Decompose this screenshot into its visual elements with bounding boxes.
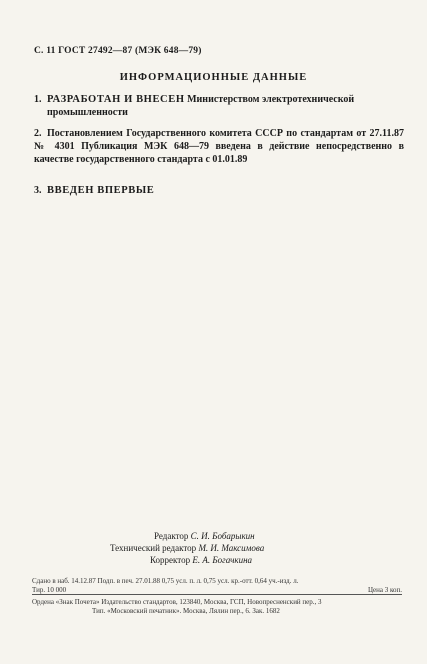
divider-rule xyxy=(32,594,402,595)
item-text: Постановлением Государственного комитета СССР по стандартам от 27.11.87 № 4301 Публикация МЭК 648—79 введена в действие непосредственно в качестве государственного стандарта с 01.01.89 xyxy=(34,128,404,165)
print-run: Тир. 10 000 xyxy=(32,586,67,594)
printer-line: Тип. «Московский печатник». Москва, Лялин пер., 6. Зак. 1682 xyxy=(92,607,280,615)
item-continuation: промышленности xyxy=(47,107,128,118)
section-title: ИНФОРМАЦИОННЫЕ ДАННЫЕ xyxy=(119,72,308,83)
corrector-label: Корректор xyxy=(150,555,191,565)
item-number: 3. xyxy=(34,185,42,196)
editor-name: С. И. Бобарыкин xyxy=(190,531,255,541)
editor-row xyxy=(154,530,264,542)
info-item-3 xyxy=(34,184,404,197)
page-header: С. 11 ГОСТ 27492—87 (МЭК 648—79) xyxy=(34,46,202,56)
corrector-row xyxy=(150,554,264,566)
corrector-name: Е. А. Богачкина xyxy=(192,555,253,565)
tech-editor-label: Технический редактор xyxy=(110,543,197,553)
item-number: 2. xyxy=(34,128,42,139)
tech-editor-row xyxy=(110,542,264,554)
item-text: Министерством электротехнической xyxy=(184,94,355,105)
tech-editor-name: М. И. Максимова xyxy=(198,543,265,553)
info-item-1 xyxy=(34,93,404,119)
publisher-line: Ордена «Знак Почета» Издательство стандартов, 123840, Москва, ГСП, Новопресненский пер., 3 xyxy=(32,598,322,606)
imprint-block xyxy=(32,577,402,595)
item-lead: РАЗРАБОТАН И ВНЕСЕН xyxy=(47,94,185,105)
info-item-2 xyxy=(34,127,404,166)
item-number: 1. xyxy=(34,94,42,105)
imprint-line-1 xyxy=(32,577,402,586)
price: Цена 3 коп. xyxy=(367,586,402,594)
credits-block xyxy=(110,530,264,566)
publisher-block xyxy=(32,598,402,616)
item-lead: ВВЕДЕН ВПЕРВЫЕ xyxy=(47,185,155,196)
editor-label: Редактор xyxy=(154,531,189,541)
imprint-details: Сдано в наб. 14.12.87 Подп. в печ. 27.01.88 0,75 усл. п. л. 0,75 усл. кр.-отт. 0,64 уч.-изд. л. xyxy=(32,577,299,585)
